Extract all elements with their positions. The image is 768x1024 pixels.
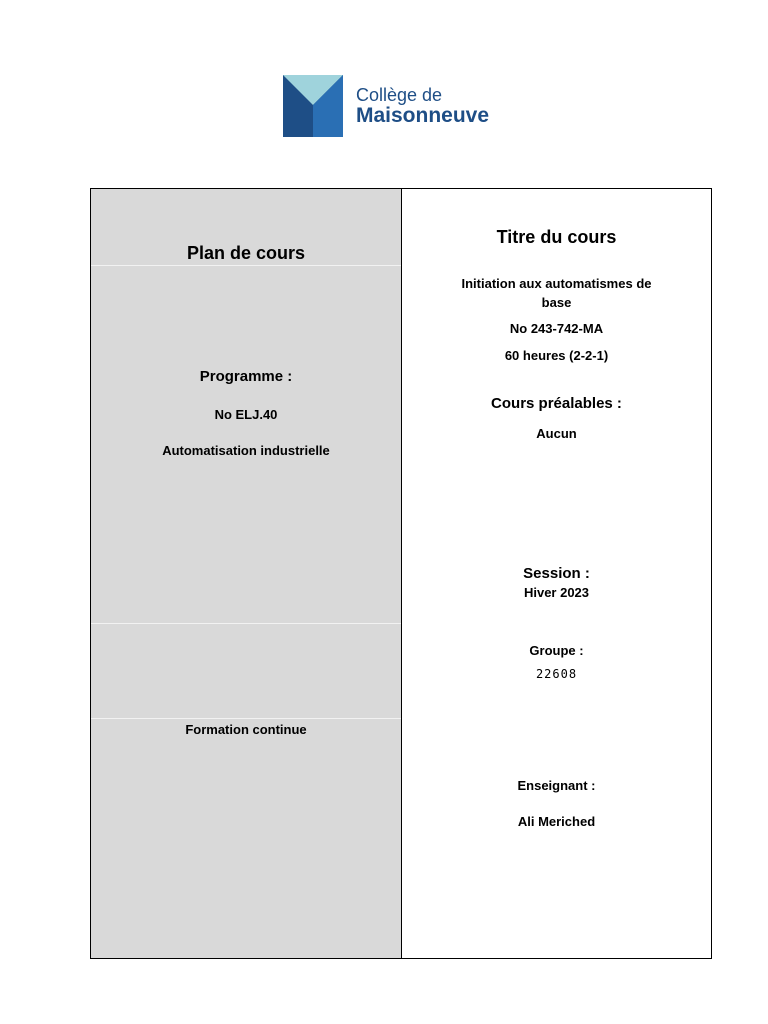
logo-text-line2: Maisonneuve [356,104,490,127]
logo-text-line1: Collège de [356,85,443,105]
course-hours: 60 heures (2-2-1) [504,348,609,363]
left-column [91,189,402,958]
divider [91,718,401,719]
course-number: No 243-742-MA [509,321,604,336]
session-value: Hiver 2023 [523,585,590,600]
teacher-name: Ali Meriched [517,814,596,829]
course-plan-table [90,188,712,959]
formation-type: Formation continue [185,722,307,737]
course-name: Initiation aux automatismes de base [461,276,652,310]
course-title-label: Titre du cours [496,227,617,247]
divider [91,623,401,624]
programme-number: No ELJ.40 [214,407,278,422]
prerequisites-label: Cours préalables : [491,395,622,412]
college-logo [283,75,488,137]
programme-name: Automatisation industrielle [162,443,330,458]
college-logo-mark [283,75,343,137]
plan-heading: Plan de cours [186,243,306,263]
group-label: Groupe : [529,643,584,658]
divider [91,265,401,266]
session-label: Session : [523,565,590,582]
teacher-label: Enseignant : [517,778,596,793]
right-column [402,189,711,958]
prerequisites-value: Aucun [536,426,577,441]
group-value: 22608 [535,667,578,681]
programme-label: Programme : [199,368,293,385]
